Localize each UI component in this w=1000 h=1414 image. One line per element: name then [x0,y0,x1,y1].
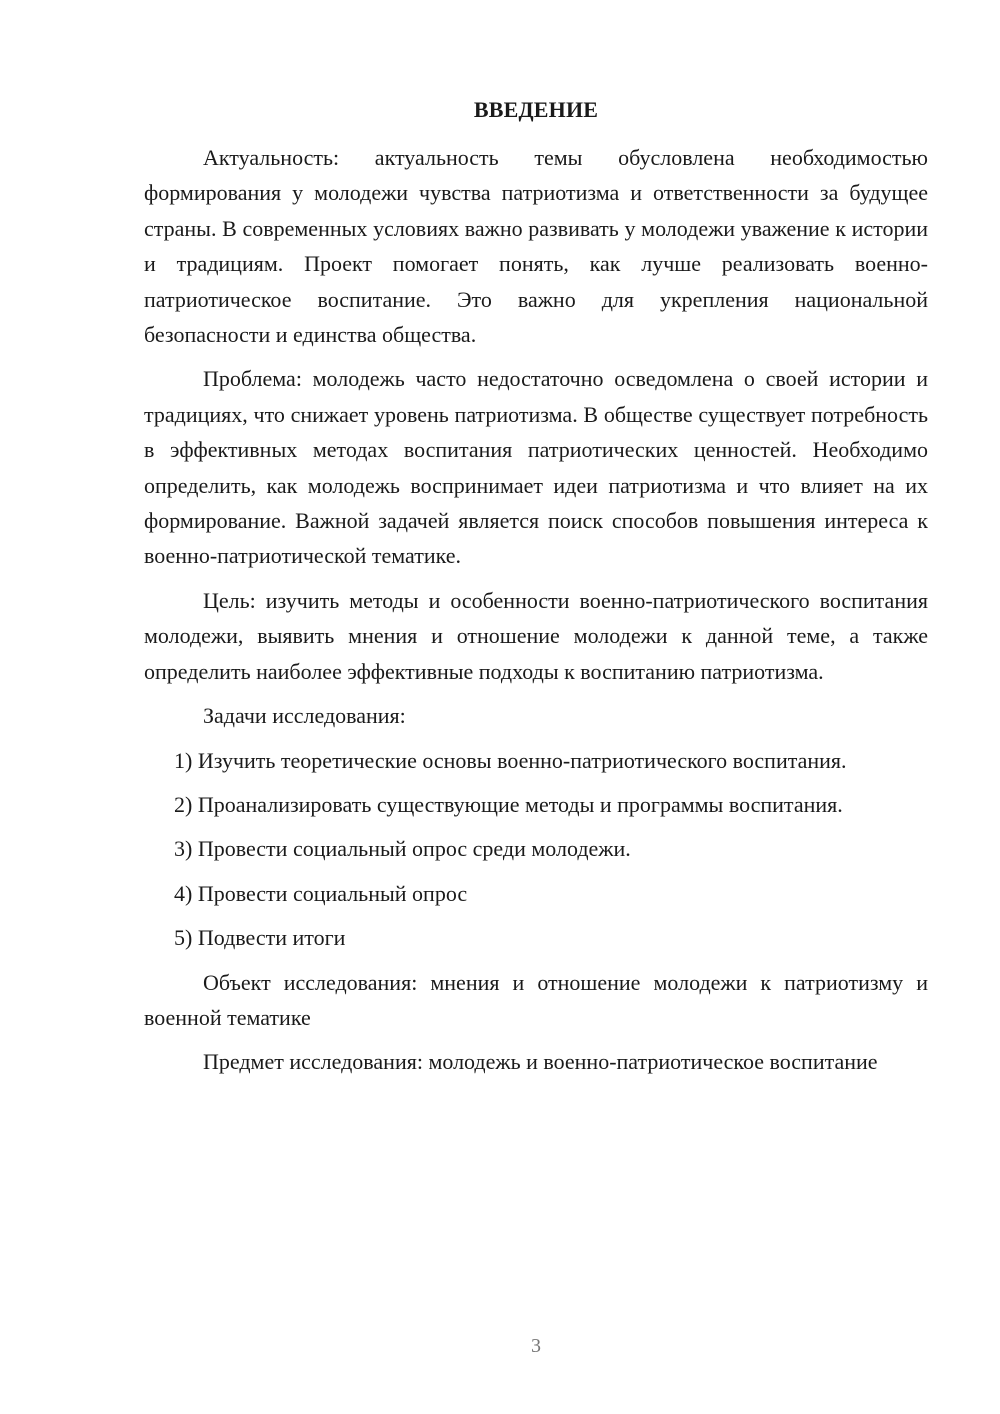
task-item: 5) Подвести итоги [174,925,346,951]
subject-paragraph: Предмет исследования: молодежь и военно-патриотическое воспитание [203,1049,878,1075]
relevance-paragraph: Актуальность: актуальность темы обусловлена необходимостью формирования у молодежи чувства патриотизма и ответственности за будущее страны. В современных условиях важно развивать у молодежи уважение к истории и традициям. Проект помогает понять, как лучше реализовать военно-патриотическое воспитание. Это важно для укрепления национальной безопасности и единства общества. [144,145,928,348]
section-heading: ВВЕДЕНИЕ [473,97,599,122]
tasks-label: Задачи исследования: [203,703,406,729]
tasks-list [144,743,928,956]
page-content [144,94,928,1089]
task-item: 1) Изучить теоретические основы военно-патриотического воспитания. [174,747,847,773]
goal-paragraph: Цель: изучить методы и особенности военно-патриотического воспитания молодежи, выявить мнения и отношение молодежи к данной теме, а также определить наиболее эффективные подходы к воспитанию патриотизма. [144,587,928,684]
task-item: 3) Провести социальный опрос среди молодежи. [174,836,631,862]
problem-paragraph: Проблема: молодежь часто недостаточно осведомлена о своей истории и традициях, что снижает уровень патриотизма. В обществе существует потребность в эффективных методах воспитания патриотических ценностей. Необходимо определить, как молодежь воспринимает идеи патриотизма и что влияет на их формирование. Важной задачей является поиск способов повышения интереса к военно-патриотической тематике. [144,366,928,569]
object-paragraph: Объект исследования: мнения и отношение молодежи к патриотизму и военной тематике [144,969,928,1030]
task-item: 2) Проанализировать существующие методы и программы воспитания. [174,791,843,817]
page-number: 3 [531,1335,541,1357]
task-item: 4) Провести социальный опрос [174,880,468,906]
